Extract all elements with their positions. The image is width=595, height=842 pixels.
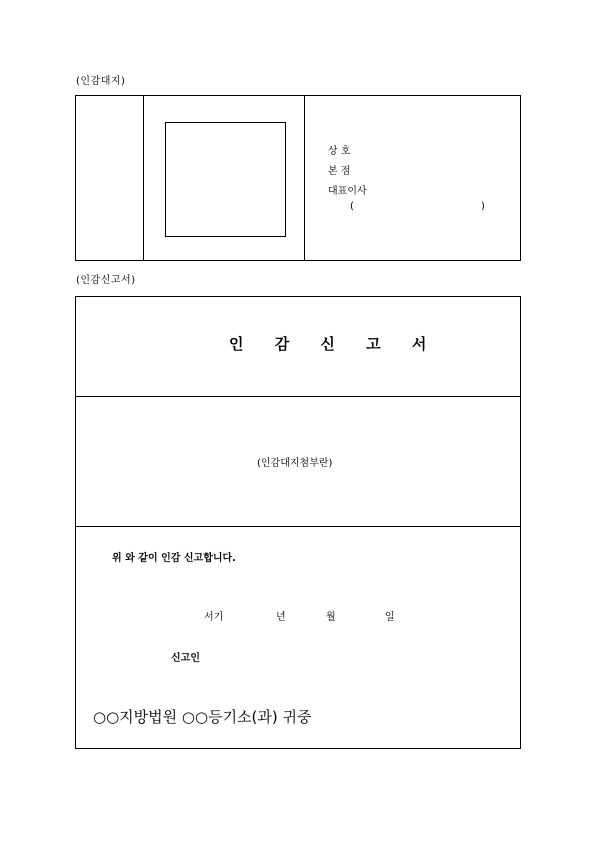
declaration-text: 위 와 같이 인감 신고합니다. bbox=[112, 553, 236, 564]
report-form bbox=[75, 296, 521, 749]
reporter-label: 신고인 bbox=[171, 653, 200, 664]
seal-sheet-caption: (인감대지) bbox=[76, 76, 126, 87]
seal-attach-note: (인감대지첨부란) bbox=[257, 458, 333, 469]
date-month: 월 bbox=[326, 612, 336, 623]
head-office-label: 본 점 bbox=[328, 166, 351, 177]
date-era: 서기 bbox=[204, 612, 224, 623]
report-divider-2 bbox=[76, 526, 520, 527]
seal-sheet-divider-1 bbox=[143, 96, 144, 260]
report-title: 인 감 신 고 서 bbox=[229, 335, 440, 353]
addressee: ○○지방법원 ○○등기소(과) 귀중 bbox=[93, 708, 312, 726]
date-year: 년 bbox=[276, 612, 286, 623]
seal-sheet-table bbox=[75, 95, 521, 261]
trade-name-label: 상 호 bbox=[328, 146, 351, 157]
report-divider-1 bbox=[76, 396, 520, 397]
seal-sheet-divider-2 bbox=[304, 96, 305, 260]
name-paren-close: ) bbox=[481, 201, 485, 212]
representative-label: 대표이사 bbox=[328, 186, 367, 197]
date-day: 일 bbox=[385, 612, 395, 623]
report-caption: (인감신고서) bbox=[76, 275, 136, 286]
name-paren-open: ( bbox=[350, 201, 354, 212]
seal-stamp-box bbox=[165, 122, 286, 237]
